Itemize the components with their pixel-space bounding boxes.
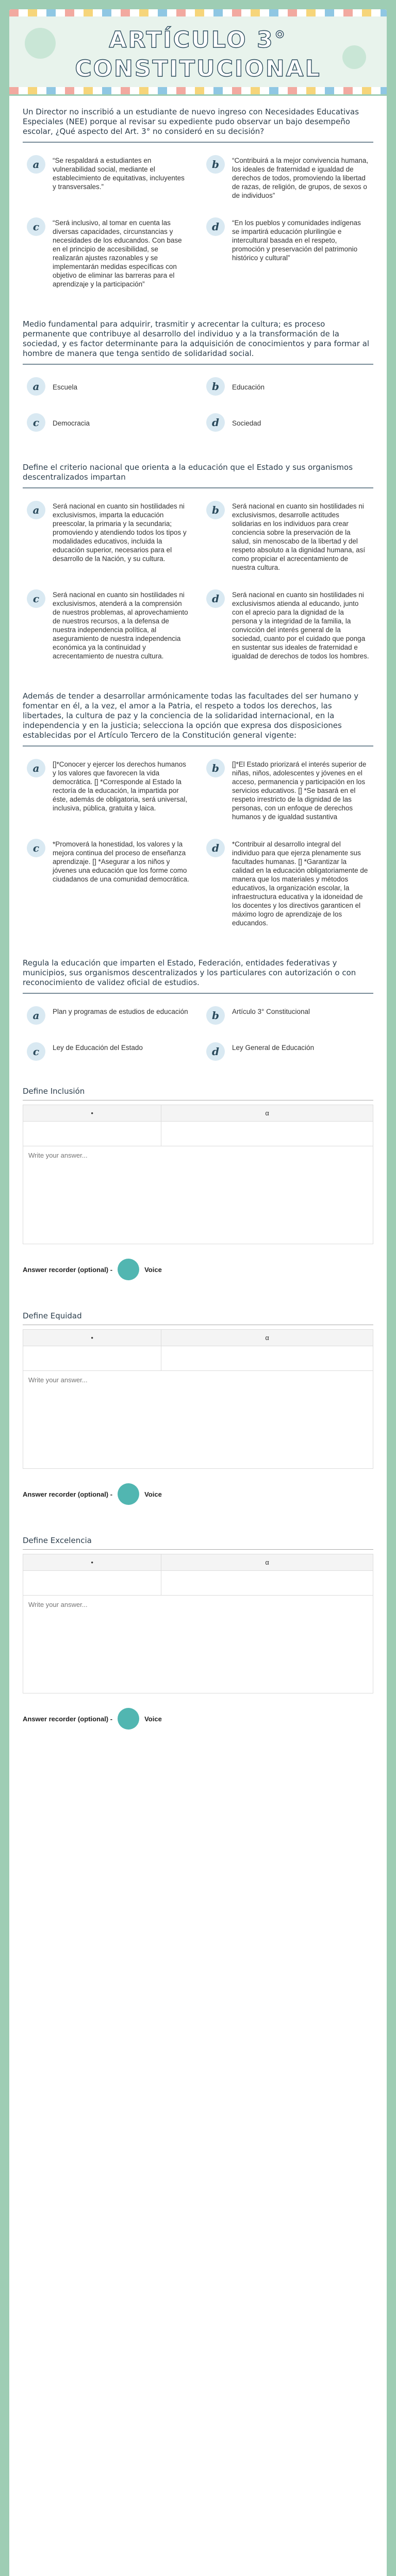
- answer-input[interactable]: [28, 1376, 368, 1463]
- options-grid: [23, 150, 373, 294]
- options-grid: [23, 754, 373, 933]
- option-text: Será nacional en cuanto sin hostilidades ni exclusivismos atienda al educando, junto con el aprecio para la dignidad de la persona y la integridad de la familia, la convicción del interés general de la sociedad, cuanto por el cuidado que ponga en sustentar sus ideales de fraternidad e igualdad de derechos de todos los hombres.: [232, 591, 369, 660]
- option-text: *Promoverá la honestidad, los valores y la mejora continua del proceso de enseñanza aprendizaje. [] *Asegurar a los niños y jóvenes una educación que los forme como ciudadanos de una comunidad democrática.: [53, 840, 189, 883]
- table-header: •: [23, 1330, 161, 1346]
- option-text: []*El Estado priorizará el interés superior de niñas, niños, adolescentes y jóvenes en el acceso, permanencia y participación en los servicios educativos. [] *Se basará en el respeto irrestricto de la dignidad de las personas, con un enfoque de derechos humanos y de igualdad sustantiva: [232, 760, 367, 821]
- option-c[interactable]: [23, 1037, 194, 1066]
- divider: [23, 745, 373, 747]
- question-text: Medio fundamental para adquirir, trasmitir y acrecentar la cultura; es proceso permanente que contribuye al desarrollo del individuo y a la transformación de la sociedad, y es factor determinante para la adquisición de conocimientos y para formar al hombre de manera que tenga sentido de solidaridad social.: [23, 319, 370, 358]
- answer-box: [23, 1146, 373, 1244]
- option-a[interactable]: [23, 754, 194, 826]
- option-letter: b: [206, 155, 225, 174]
- option-a[interactable]: [23, 372, 194, 401]
- question-text: Define el criterio nacional que orienta a la educación que el Estado y sus organismos descentralizados impartan: [23, 463, 353, 482]
- option-a[interactable]: [23, 1001, 194, 1030]
- open-question-1: [9, 1087, 387, 1280]
- answer-box: [23, 1596, 373, 1693]
- answer-table: [23, 1329, 373, 1371]
- option-letter: c: [27, 217, 45, 236]
- option-letter: c: [27, 589, 45, 608]
- divider: [23, 364, 373, 365]
- option-d[interactable]: [202, 1037, 373, 1066]
- header-stripe-top: [9, 9, 387, 16]
- option-text: Educación: [232, 383, 265, 391]
- option-text: “Se respaldará a estudiantes en vulnerabilidad social, mediante el establecimiento de equitativas, incluyentes y transversales.”: [53, 157, 185, 191]
- header-stripe-bottom: [9, 87, 387, 94]
- option-letter: a: [27, 377, 45, 396]
- table-cell[interactable]: [23, 1346, 161, 1371]
- recorder-label: Answer recorder (optional) -: [23, 1265, 113, 1274]
- open-question-label: Define Excelencia: [23, 1536, 92, 1545]
- question-4: [9, 691, 387, 933]
- answer-input[interactable]: [28, 1151, 368, 1239]
- options-grid: [23, 372, 373, 437]
- open-question-3: [9, 1536, 387, 1730]
- option-c[interactable]: [23, 834, 194, 933]
- voice-label: Voice: [144, 1715, 162, 1723]
- option-d[interactable]: [202, 212, 373, 294]
- table-cell[interactable]: [23, 1122, 161, 1146]
- option-letter: d: [206, 589, 225, 608]
- option-text: *Contribuir al desarrollo integral del individuo para que ejerza plenamente sus facultades humanas. [] *Garantizar la calidad en la educación obligatoriamente de manera que los materiales y métodos educativos, la organización escolar, la infraestructura educativa y la idoneidad de los docentes y los directivos garanticen el máximo logro de aprendizaje de los educandos.: [232, 840, 368, 927]
- question-2: [9, 319, 387, 437]
- answer-recorder: [23, 1259, 373, 1280]
- option-text: Será nacional en cuanto sin hostilidades ni exclusivismos, atenderá a la comprensión de nuestros problemas, al aprovechamiento de nuestros recursos, a la defensa de nuestra independencia política, al aseguramiento de nuestra independencia económica ya la continuidad y acrecentamiento de nuestra cultura.: [53, 591, 188, 660]
- option-letter: b: [206, 377, 225, 396]
- option-letter: a: [27, 759, 45, 777]
- open-question-label: Define Equidad: [23, 1311, 82, 1320]
- option-text: Democracia: [53, 419, 90, 427]
- divider: [23, 487, 373, 488]
- question-text: Un Director no inscribió a un estudiante de nuevo ingreso con Necesidades Educativas Especiales (NEE) porque al revisar su expediente pudo observar un bajo desempeño escolar, ¿Qué aspecto del Art. 3° no consideró en su decisión?: [23, 107, 359, 136]
- option-letter: b: [206, 759, 225, 777]
- option-letter: c: [27, 413, 45, 432]
- option-letter: c: [27, 1042, 45, 1061]
- worksheet: [9, 9, 387, 2576]
- options-grid: [23, 1001, 373, 1066]
- table-cell[interactable]: [23, 1571, 161, 1596]
- option-letter: d: [206, 839, 225, 857]
- table-cell[interactable]: [161, 1122, 373, 1146]
- option-text: Ley General de Educación: [232, 1044, 315, 1052]
- option-letter: a: [27, 1006, 45, 1025]
- voice-record-button[interactable]: [118, 1483, 139, 1505]
- option-letter: d: [206, 413, 225, 432]
- voice-record-button[interactable]: [118, 1259, 139, 1280]
- option-letter: c: [27, 839, 45, 857]
- table-header: •: [23, 1105, 161, 1122]
- answer-recorder: [23, 1708, 373, 1730]
- option-b[interactable]: [202, 496, 373, 577]
- divider: [23, 1549, 373, 1550]
- option-a[interactable]: [23, 496, 194, 577]
- option-letter: d: [206, 1042, 225, 1061]
- option-text: “Contribuirá a la mejor convivencia humana, los ideales de fraternidad e igualdad de derechos de todos, promoviendo la libertad de razas, de religión, de grupos, de sexos o de individuos”: [232, 157, 369, 199]
- divider: [23, 993, 373, 994]
- option-letter: a: [27, 155, 45, 174]
- option-c[interactable]: [23, 408, 194, 437]
- option-text: Escuela: [53, 383, 78, 391]
- option-text: []*Conocer y ejercer los derechos humanos y los valores que favorecen la vida democrática. [] *Corresponde al Estado la rectoría de la educación, la impartida por éste, además de obligatoria, será universal, inclusiva, pública, gratuita y laica.: [53, 760, 188, 812]
- question-5: [9, 958, 387, 1066]
- option-b[interactable]: [202, 372, 373, 401]
- option-text: Sociedad: [232, 419, 261, 427]
- recorder-label: Answer recorder (optional) -: [23, 1490, 113, 1498]
- worksheet-header: [9, 9, 387, 96]
- options-grid: [23, 496, 373, 666]
- answer-recorder: [23, 1483, 373, 1505]
- option-letter: b: [206, 501, 225, 519]
- option-b[interactable]: [202, 1001, 373, 1030]
- table-cell[interactable]: [161, 1346, 373, 1371]
- voice-label: Voice: [144, 1265, 162, 1274]
- voice-label: Voice: [144, 1490, 162, 1498]
- table-cell[interactable]: [161, 1571, 373, 1596]
- table-header: α: [161, 1554, 373, 1571]
- option-d[interactable]: [202, 408, 373, 437]
- option-text: Plan y programas de estudios de educación: [53, 1008, 188, 1015]
- question-1: [9, 107, 387, 294]
- option-text: Será nacional en cuanto sin hostilidades ni exclusivismos, desarrolle actitudes solidarias en los individuos para crear conciencia sobre la preservación de la salud, sin menoscabo de la libertad y del respeto absoluto a la dignidad humana, así como propiciar el acrecentamiento de nuestra cultura.: [232, 502, 366, 571]
- option-text: Será nacional en cuanto sin hostilidades ni exclusivismos, imparta la educación preescolar, la primaria y la secundaria; promoviendo y atendiendo todos los tipos y modalidades educativos, incluida la educación superior, necesarios para el desarrollo de la Nación, y su cultura.: [53, 502, 187, 563]
- question-3: [9, 463, 387, 666]
- table-header: •: [23, 1554, 161, 1571]
- answer-table: [23, 1105, 373, 1146]
- open-question-2: [9, 1311, 387, 1505]
- option-a[interactable]: [23, 150, 194, 205]
- table-header: α: [161, 1330, 373, 1346]
- voice-record-button[interactable]: [118, 1708, 139, 1730]
- option-letter: d: [206, 217, 225, 236]
- recorder-label: Answer recorder (optional) -: [23, 1715, 113, 1723]
- answer-table: [23, 1554, 373, 1596]
- question-text: Regula la educación que imparten el Estado, Federación, entidades federativas y municipios, sus organismos descentralizados y los particulares con autorización o con reconocimiento de validez oficial de estudios.: [23, 958, 356, 987]
- page-title: ARTÍCULO 3° CONSTITUCIONAL: [75, 27, 321, 82]
- option-c[interactable]: [23, 212, 194, 294]
- option-letter: b: [206, 1006, 225, 1025]
- option-b[interactable]: [202, 150, 373, 205]
- option-b[interactable]: [202, 754, 373, 826]
- option-text: Ley de Educación del Estado: [53, 1044, 143, 1052]
- option-letter: a: [27, 501, 45, 519]
- question-text: Además de tender a desarrollar armónicamente todas las facultades del ser humano y fomentar en él, a la vez, el amor a la Patria, el respeto a todos los derechos, las libertades, la cultura de paz y la conciencia de la solidaridad internacional, en la independencia y en la justicia; selecciona la opción que expresa dos disposiciones establecidas por el Artículo Tercero de la Constitución general vigente:: [23, 691, 359, 740]
- option-d[interactable]: [202, 834, 373, 933]
- option-text: “Será inclusivo, al tomar en cuenta las diversas capacidades, circunstancias y necesidades de los educandos. Con base en el principio de accesibilidad, se realizarán ajustes razonables y se implementarán medidas específicas con objetivo de eliminar las barreras para el aprendizaje y la participación”: [53, 219, 182, 288]
- option-text: Artículo 3° Constitucional: [232, 1008, 310, 1015]
- option-c[interactable]: [23, 584, 194, 666]
- answer-input[interactable]: [28, 1601, 368, 1688]
- divider: [23, 142, 373, 143]
- answer-box: [23, 1371, 373, 1469]
- table-header: α: [161, 1105, 373, 1122]
- option-text: “En los pueblos y comunidades indígenas se impartirá educación plurilingüe e intercultural basada en el respeto, promoción y preservación del patrimonio histórico y cultural”: [232, 219, 361, 262]
- open-question-label: Define Inclusión: [23, 1087, 85, 1096]
- option-d[interactable]: [202, 584, 373, 666]
